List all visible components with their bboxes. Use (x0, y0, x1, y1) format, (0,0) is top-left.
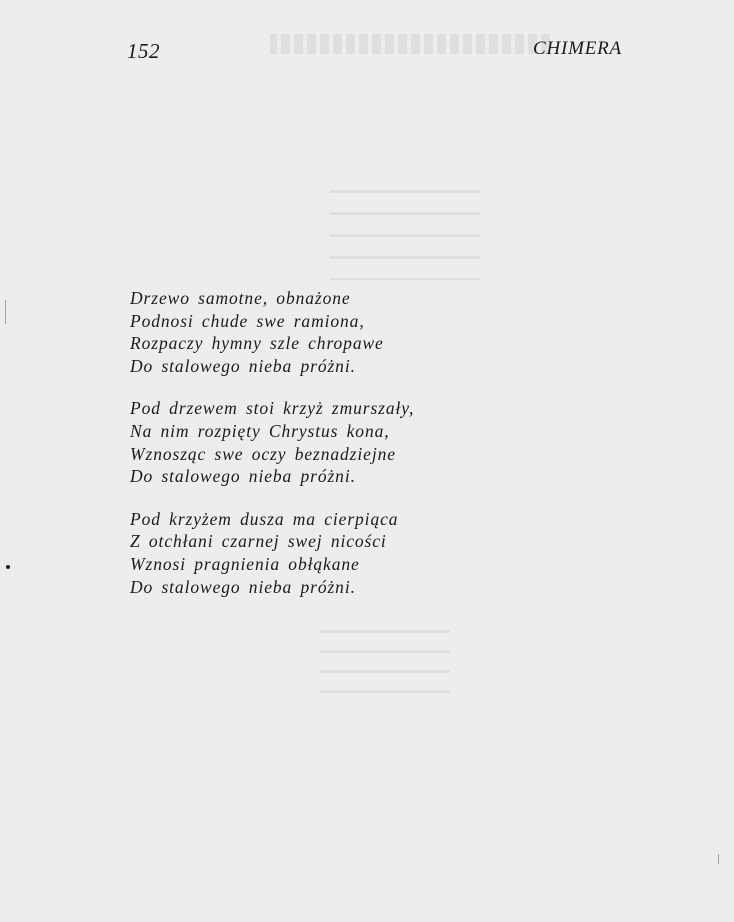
ink-speck (6, 565, 10, 569)
show-through-block (320, 630, 450, 710)
show-through-text (270, 34, 550, 54)
stanza (130, 508, 490, 598)
show-through-block (330, 190, 480, 280)
verse-line: Drzewo samotne, obnażone (130, 288, 351, 308)
verse-line: Wznosząc swe oczy beznadziejne (130, 443, 396, 464)
stanza (130, 287, 490, 377)
page-number: 152 (127, 39, 160, 63)
verse-line: Na nim rozpięty Chrystus kona, (130, 420, 390, 441)
verse-line: Wznosi pragnienia obłąkane (130, 553, 360, 574)
verse-line: Do stalowego nieba próżni. (130, 576, 356, 597)
verse-line: Rozpaczy hymny szle chropawe (130, 333, 384, 354)
poem (130, 287, 490, 618)
edge-mark (5, 300, 6, 324)
verse-line: Z otchłani czarnej swej nicości (130, 531, 387, 552)
verse-line: Do stalowego nieba próżni. (130, 355, 356, 376)
verse-line: Pod krzyżem dusza ma cierpiąca (130, 508, 399, 529)
verse-line: Podnosi chude swe ramiona, (130, 310, 365, 331)
verse-line: Do stalowego nieba próżni. (130, 466, 356, 487)
stanza (130, 397, 490, 487)
running-head: CHIMERA (533, 38, 622, 59)
verse-line: Pod drzewem stoi krzyż zmurszały, (130, 398, 415, 419)
edge-mark (718, 854, 719, 864)
